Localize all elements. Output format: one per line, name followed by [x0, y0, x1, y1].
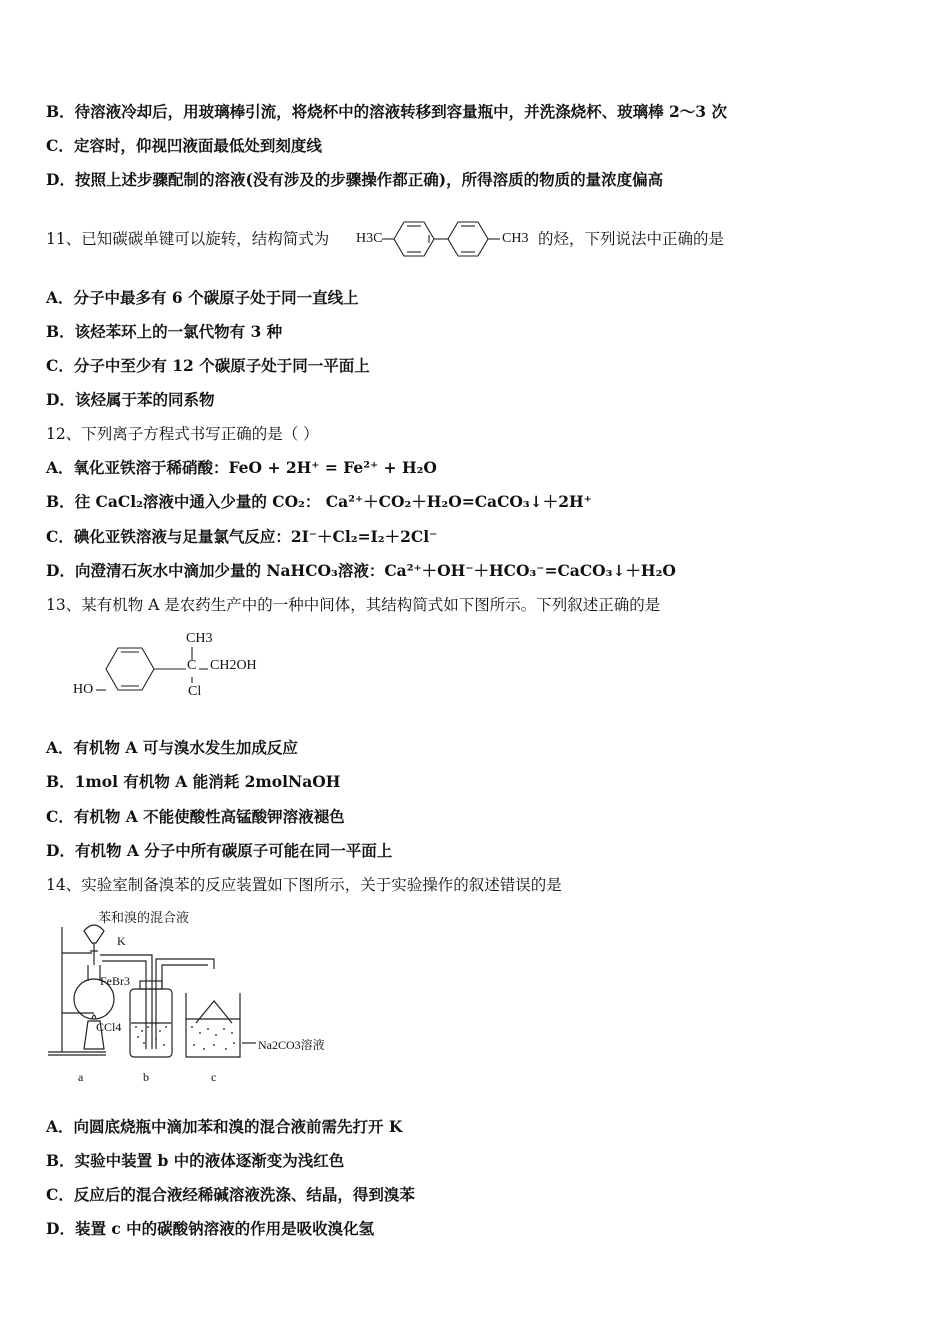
q12-option-d: D．向澄清石灰水中滴加少量的 NaHCO₃溶液：Ca²⁺＋OH⁻＋HCO₃⁻=CaCO₃↓＋H₂O [46, 561, 676, 580]
q10-option-b: B．待溶液冷却后，用玻璃棒引流，将烧杯中的溶液转移到容量瓶中，并洗涤烧杯、玻璃棒 2～3 次 [46, 102, 727, 121]
q12-option-b: B．往 CaCl₂溶液中通入少量的 CO₂： Ca²⁺＋CO₂＋H₂O=CaCO₃↓＋2H⁺ [46, 492, 592, 511]
q14-apparatus-diagram [44, 905, 344, 1090]
q13-c-label: C [187, 658, 197, 673]
q14-fig-label-a: a [78, 1070, 84, 1084]
q13-option-b: B．1mol 有机物 A 能消耗 2molNaOH [46, 772, 341, 791]
q14-fig-label-k: K [117, 934, 126, 948]
q12-option-a: A．氧化亚铁溶于稀硝酸：FeO + 2H⁺ = Fe²⁺ + H₂O [46, 458, 437, 477]
q13-option-c: C．有机物 A 不能使酸性高锰酸钾溶液褪色 [46, 807, 345, 826]
q11-biphenyl-structure [380, 200, 510, 260]
q11-option-c: C．分子中至少有 12 个碳原子处于同一平面上 [46, 356, 370, 375]
q14-fig-label-febr3: FeBr3 [100, 974, 130, 988]
q13-option-d: D．有机物 A 分子中所有碳原子可能在同一平面上 [46, 841, 393, 860]
q13-stem: 13、某有机物 A 是农药生产中的一种中间体，其结构简式如下图所示。下列叙述正确的是 [46, 596, 661, 614]
q11-stem-pre: 11、已知碳碳单键可以旋转，结构简式为 [46, 230, 330, 248]
q13-option-a: A．有机物 A 可与溴水发生加成反应 [46, 738, 298, 757]
q11-stem-post: 的烃，下列说法中正确的是 [538, 230, 725, 248]
q14-fig-label-c: c [211, 1070, 217, 1084]
q11-option-d: D．该烃属于苯的同系物 [46, 390, 215, 409]
q13-ho-label: HO [73, 682, 94, 697]
q14-stem: 14、实验室制备溴苯的反应装置如下图所示，关于实验操作的叙述错误的是 [46, 876, 562, 894]
q12-option-c: C．碘化亚铁溶液与足量氯气反应：2I⁻＋Cl₂=I₂＋2Cl⁻ [46, 527, 438, 546]
q14-fig-label-na2co3: Na2CO3溶液 [258, 1038, 325, 1052]
q13-ch3-label: CH3 [186, 631, 213, 646]
q14-option-b: B．实验中装置 b 中的液体逐渐变为浅红色 [46, 1151, 345, 1170]
q11-struct-h3c: H3C [356, 231, 383, 246]
q11-struct-ch3: CH3 [502, 231, 529, 246]
q12-stem: 12、下列离子方程式书写正确的是（ ） [46, 425, 319, 443]
q14-option-d: D．装置 c 中的碳酸钠溶液的作用是吸收溴化氢 [46, 1219, 375, 1238]
q11-option-b: B．该烃苯环上的一氯代物有 3 种 [46, 322, 283, 341]
q10-option-c: C．定容时，仰视凹液面最低处到刻度线 [46, 136, 322, 155]
q14-option-c: C．反应后的混合液经稀碱溶液洗涤、结晶，得到溴苯 [46, 1185, 415, 1204]
q10-option-d: D．按照上述步骤配制的溶液(没有涉及的步骤操作都正确)，所得溶质的物质的量浓度偏高 [46, 170, 664, 189]
q13-cl-label: Cl [188, 684, 202, 699]
q13-ch2oh-label: CH2OH [210, 658, 257, 673]
q11-option-a: A．分子中最多有 6 个碳原子处于同一直线上 [46, 288, 359, 307]
q14-fig-label-b: b [143, 1070, 149, 1084]
q14-fig-label-mixture: 苯和溴的混合液 [98, 910, 190, 925]
q14-fig-label-ccl4: CCl4 [96, 1020, 122, 1034]
q14-option-a: A．向圆底烧瓶中滴加苯和溴的混合液前需先打开 K [46, 1117, 403, 1136]
